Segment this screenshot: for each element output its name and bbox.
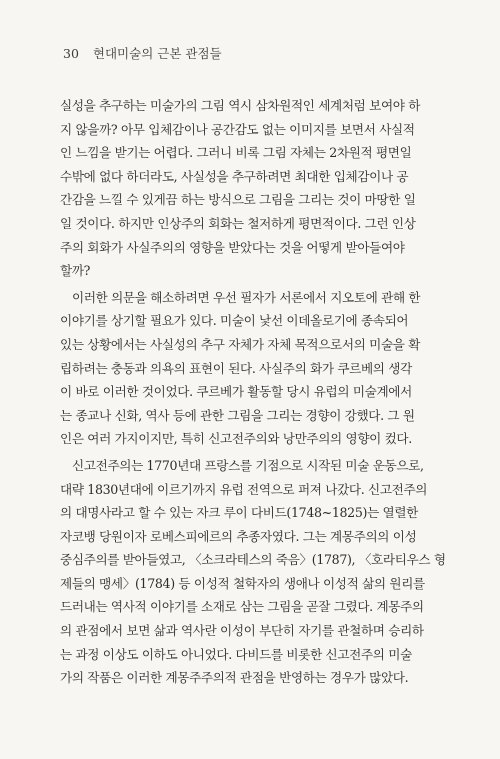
text-line: 는 종교나 신화, 역사 등에 관한 그림을 그리는 경향이 강했다. 그 원 — [60, 407, 415, 423]
text-line: 인은 여러 가지이지만, 특히 신고전주의와 낭만주의의 영향이 컸다. — [60, 431, 412, 447]
text-line: 이야기를 상기할 필요가 있다. 미술이 낯선 이데올로기에 종속되어 — [60, 313, 409, 329]
text-line: 는 과정 이상도 이하도 아니었다. 다비드를 비롯한 신고전주의 미술 — [60, 646, 412, 662]
text-line: 의 대명사라고 할 수 있는 자크 루이 다비드(1748~1825)는 열렬한 — [60, 505, 418, 521]
text-line: 수밖에 없다 하더라도, 사실성을 추구하려면 최대한 입체감이나 공 — [60, 168, 409, 184]
body-text — [60, 94, 446, 690]
text-line: 립하려는 충동과 의욕의 표현이 된다. 사실주의 화가 쿠르베의 생각 — [60, 360, 412, 376]
text-line: 신고전주의는 1770년대 프랑스를 기점으로 시작된 미술 운동으로, — [72, 457, 424, 473]
paragraph-2 — [60, 286, 437, 451]
page-number: 30 — [63, 46, 79, 61]
text-line: 할까? — [60, 263, 91, 279]
text-line: 가의 작품은 이러한 계몽주주의적 관점을 반영하는 경우가 많았다. — [60, 670, 409, 686]
text-line: 이 바로 이러한 것이었다. 쿠르베가 활동할 당시 유럽의 미술계에서 — [60, 384, 412, 400]
text-line: 드러내는 역사적 이야기를 소재로 삼는 그림을 곧잘 그렸다. 계몽주의 — [60, 599, 424, 615]
text-line: 일 것이다. 하지만 인상주의 회화는 철저하게 평면적이다. 그런 인상 — [60, 215, 416, 231]
running-header — [63, 44, 222, 62]
text-line: 인 느낌을 받기는 어렵다. 그러니 비록 그림 자체는 2차원적 평면일 — [60, 145, 412, 161]
text-line: 중심주의를 받아들였고, 〈소크라테스의 죽음〉(1787), 〈호라티우스 형 — [60, 552, 446, 568]
text-line: 지 않을까? 아무 입체감이나 공간감도 없는 이미지를 보면서 사실적 — [60, 121, 415, 137]
text-line: 이러한 의문을 해소하려면 우선 필자가 서론에서 지오토에 관해 한 — [72, 289, 421, 305]
text-line: 주의 회화가 사실주의의 영향을 받았다는 것을 어떻게 받아들여야 — [60, 239, 405, 255]
running-title: 현대미술의 근본 관점들 — [92, 46, 222, 61]
paragraph-1 — [60, 94, 437, 283]
text-line: 의 관점에서 보면 삶과 역사란 이성이 부단히 자기를 관철하며 승리하 — [60, 623, 424, 639]
text-line: 있는 상황에서는 사실성의 추구 자체가 자체 목적으로서의 미술을 확 — [60, 336, 421, 352]
text-line: 간감을 느낄 수 있게끔 하는 방식으로 그림을 그리는 것이 마땅한 일 — [60, 192, 416, 208]
paragraph-3 — [60, 454, 446, 690]
text-line: 자코뱅 당원이자 로베스피에르의 추종자였다. 그는 계몽주의의 이성 — [60, 528, 417, 544]
text-line: 제들의 맹세〉(1784) 등 이성적 철학자의 생애나 이성적 삶의 원리를 — [60, 575, 425, 591]
text-line: 대략 1830년대에 이르기까지 유럽 전역으로 퍼져 나갔다. 신고전주의 — [60, 481, 428, 497]
text-line: 실성을 추구하는 미술가의 그림 역시 삼차원적인 세계처럼 보여야 하 — [60, 98, 421, 113]
